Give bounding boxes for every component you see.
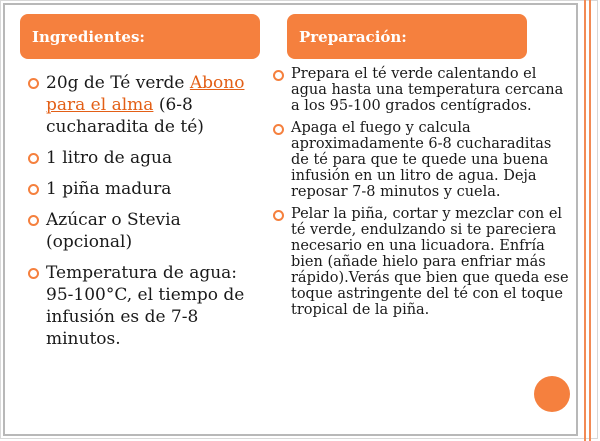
ingredients-header-label: Ingredientes:: [32, 27, 145, 46]
ingredient-text-tail: (6-8 cucharadita de té): [46, 95, 204, 137]
circle-bullet-icon: [28, 153, 39, 164]
circle-bullet-icon: [273, 70, 284, 81]
ingredient-text: Temperatura de agua: 95-100°C, el tiempo de infusión es de 7-8 minutos.: [46, 263, 245, 349]
circle-bullet-icon: [28, 215, 39, 226]
preparation-step-text: Apaga el fuego y calcula aproximadamente 6-8 cucharaditas de té para que te quede una buena infusión en un litro de agua. Deja reposar 7-8 minutos y cuela.: [291, 120, 552, 200]
ingredient-item: [26, 262, 266, 350]
circle-bullet-icon: [28, 78, 39, 89]
ingredient-text: 20g de Té verde: [46, 73, 190, 93]
ingredient-item: [26, 178, 266, 200]
circle-bullet-icon: [273, 124, 284, 135]
preparation-step: [271, 120, 571, 200]
preparation-header: [287, 14, 527, 59]
right-accent-stripe: [584, 0, 586, 441]
circle-bullet-icon: [28, 184, 39, 195]
preparation-step: [271, 206, 571, 318]
abono-para-el-alma-link[interactable]: Abono para el alma: [46, 73, 245, 115]
ingredients-header: [20, 14, 260, 59]
ingredients-list: [26, 72, 266, 359]
circle-bullet-icon: [28, 268, 39, 279]
ingredient-text: 1 litro de agua: [46, 148, 173, 168]
preparation-step-text: Pelar la piña, cortar y mezclar con el té verde, endulzando si te pareciera necesario en una licuadora. Enfría bien (añade hielo para enfriar más rápido).Verás que bien que queda ese toque astringente del té con el toque tropical de la piña.: [291, 206, 569, 318]
circle-bullet-icon: [273, 210, 284, 221]
preparation-list: [271, 66, 571, 324]
ingredient-item: [26, 147, 266, 169]
right-accent-stripe-2: [589, 0, 591, 441]
orange-circle-decoration: [534, 376, 570, 412]
preparation-step: [271, 66, 571, 114]
preparation-header-label: Preparación:: [299, 27, 407, 46]
preparation-step-text: Prepara el té verde calentando el agua hasta una temperatura cercana a los 95-100 grados centígrados.: [291, 66, 564, 114]
ingredient-item: [26, 72, 266, 138]
ingredient-text: Azúcar o Stevia (opcional): [46, 210, 181, 252]
ingredient-text: 1 piña madura: [46, 179, 172, 199]
ingredient-item: [26, 209, 266, 253]
